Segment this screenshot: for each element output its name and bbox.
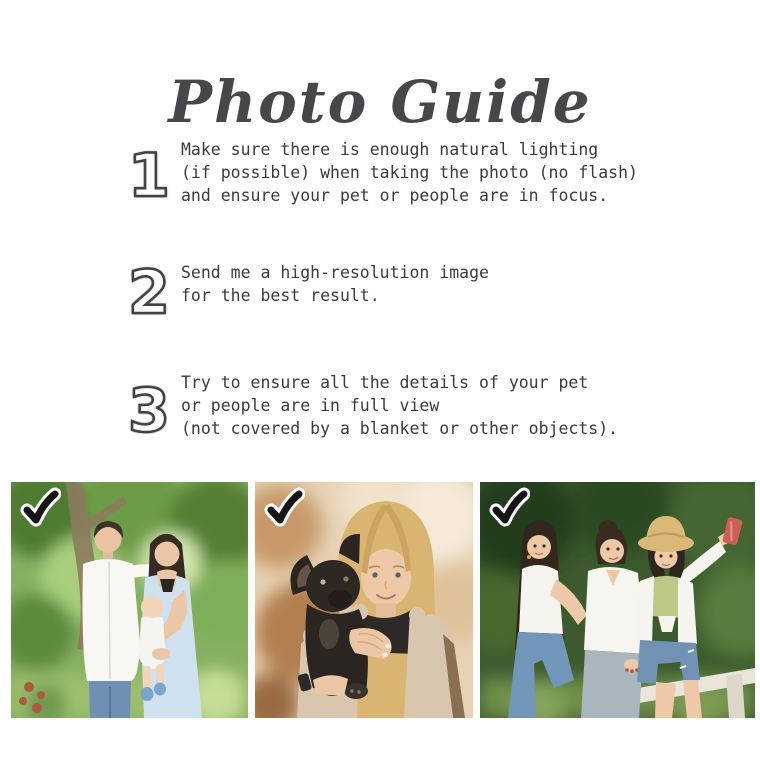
step-3-line-3: (not covered by a blanket or other objects). [181, 419, 619, 438]
step-3-number: 3 [128, 376, 170, 446]
page-title: Photo Guide [168, 67, 592, 136]
checkmark-icon [488, 487, 530, 529]
step-2-line-2: for the best result. [181, 286, 380, 305]
photo-pet-portrait [255, 482, 473, 718]
photo-friends-selfie [480, 482, 755, 718]
step-2-line-1: Send me a high-resolution image [181, 263, 489, 282]
checkmark-icon [263, 487, 305, 529]
checkmark-icon [19, 487, 61, 529]
step-3-line-2: or people are in full view [181, 396, 440, 415]
step-1-line-2: (if possible) when taking the photo (no flash) [181, 163, 638, 182]
step-1-number: 1 [128, 141, 170, 211]
step-3-line-1: Try to ensure all the details of your pet [181, 373, 589, 392]
step-2-number: 2 [128, 258, 170, 328]
step-1-line-3: and ensure your pet or people are in focus. [181, 186, 609, 205]
step-2-text [181, 261, 489, 307]
step-1-line-1: Make sure there is enough natural lighting [181, 140, 599, 159]
step-3-text [181, 371, 618, 440]
step-1-text [181, 138, 638, 207]
photo-family [11, 482, 248, 718]
